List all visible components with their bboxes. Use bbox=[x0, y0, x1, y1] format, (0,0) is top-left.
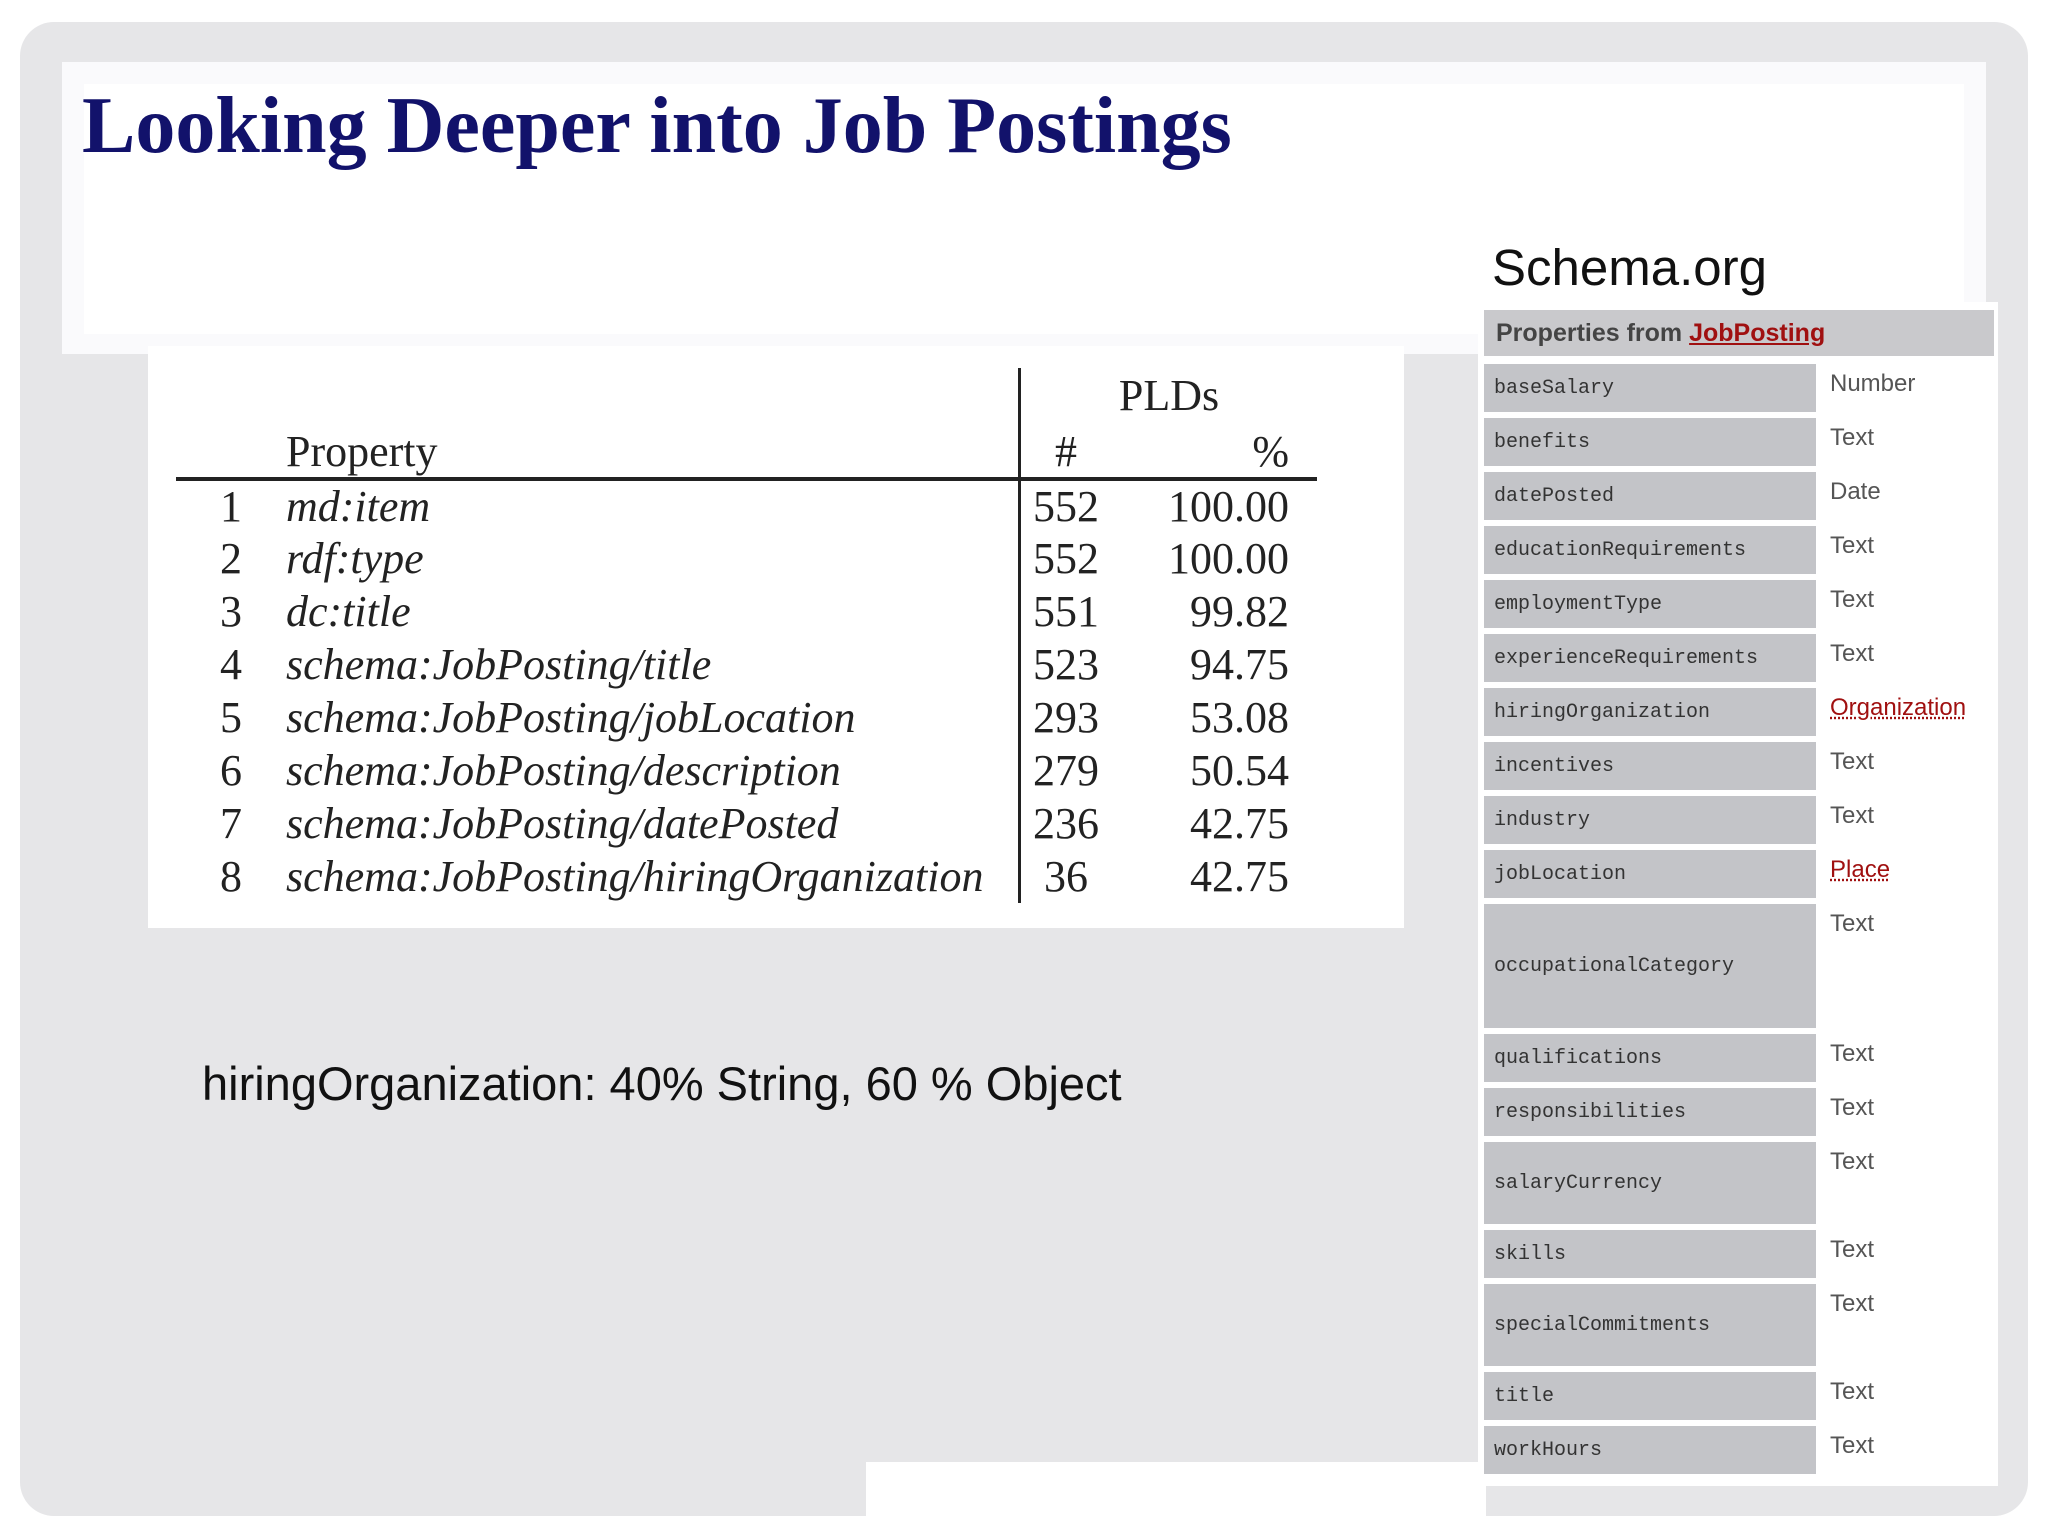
row-count: 551 bbox=[1020, 585, 1112, 638]
schema-property-name: jobLocation bbox=[1484, 850, 1816, 898]
plds-group-header: PLDs bbox=[1020, 368, 1318, 423]
schema-property-type: Text bbox=[1830, 586, 1875, 613]
schema-property-type: Text bbox=[1830, 1040, 1875, 1067]
schema-property-type: Text bbox=[1830, 1432, 1875, 1459]
row-rank: 1 bbox=[220, 482, 242, 531]
row-property: schema:JobPosting/datePosted bbox=[286, 799, 839, 848]
schema-property-row bbox=[1484, 688, 1998, 736]
schema-property-row bbox=[1484, 1372, 1998, 1420]
row-count: 279 bbox=[1020, 744, 1112, 797]
schema-property-type: Text bbox=[1830, 1290, 1875, 1317]
schema-properties-list bbox=[1484, 364, 1998, 1480]
row-percent: 100.00 bbox=[1168, 534, 1289, 583]
schema-property-row bbox=[1484, 850, 1998, 898]
schema-property-name: employmentType bbox=[1484, 580, 1816, 628]
header-spacer bbox=[176, 368, 286, 423]
schema-property-name: skills bbox=[1484, 1230, 1816, 1278]
schema-property-row bbox=[1484, 904, 1998, 1028]
row-percent: 100.00 bbox=[1168, 482, 1289, 531]
row-count: 523 bbox=[1020, 638, 1112, 691]
row-property: schema:JobPosting/description bbox=[286, 746, 841, 795]
schema-property-name: salaryCurrency bbox=[1484, 1142, 1816, 1224]
schema-property-row bbox=[1484, 1230, 1998, 1278]
schema-property-type: Text bbox=[1830, 424, 1875, 451]
pld-table-row bbox=[176, 691, 1317, 744]
schema-property-row bbox=[1484, 1034, 1998, 1082]
schema-property-type: Text bbox=[1830, 1378, 1875, 1405]
schema-property-row bbox=[1484, 1426, 1998, 1474]
header-spacer bbox=[286, 368, 1020, 423]
row-count: 36 bbox=[1020, 850, 1112, 903]
pld-table-row bbox=[176, 532, 1317, 585]
schema-property-name: incentives bbox=[1484, 742, 1816, 790]
bottom-white-block bbox=[866, 1462, 1486, 1536]
percent-column-header: % bbox=[1111, 423, 1317, 479]
row-property: rdf:type bbox=[286, 534, 424, 583]
schema-property-name: industry bbox=[1484, 796, 1816, 844]
row-rank: 8 bbox=[220, 852, 242, 901]
row-count: 552 bbox=[1020, 532, 1112, 585]
row-property: schema:JobPosting/title bbox=[286, 640, 712, 689]
schema-property-name: specialCommitments bbox=[1484, 1284, 1816, 1366]
pld-table-row bbox=[176, 638, 1317, 691]
row-percent: 94.75 bbox=[1190, 640, 1289, 689]
schema-property-type: Text bbox=[1830, 640, 1875, 667]
schema-property-type: Text bbox=[1830, 1236, 1875, 1263]
pld-table bbox=[176, 368, 1317, 903]
row-percent: 99.82 bbox=[1190, 587, 1289, 636]
schema-property-type: Text bbox=[1830, 532, 1875, 559]
schema-properties-header bbox=[1484, 310, 1994, 356]
schema-property-name: experienceRequirements bbox=[1484, 634, 1816, 682]
schema-type-link[interactable]: Place bbox=[1830, 856, 1891, 883]
row-property: md:item bbox=[286, 482, 431, 531]
schema-property-type: Date bbox=[1830, 478, 1881, 505]
schema-property-row bbox=[1484, 1284, 1998, 1366]
schema-property-name: workHours bbox=[1484, 1426, 1816, 1474]
schema-property-row bbox=[1484, 580, 1998, 628]
row-count: 236 bbox=[1020, 797, 1112, 850]
jobposting-link[interactable]: JobPosting bbox=[1689, 319, 1826, 347]
row-rank: 7 bbox=[220, 799, 242, 848]
schema-property-type: Text bbox=[1830, 802, 1875, 829]
row-rank: 3 bbox=[220, 587, 242, 636]
schema-property-type: Text bbox=[1830, 1094, 1875, 1121]
row-count: 552 bbox=[1020, 479, 1112, 532]
row-rank: 6 bbox=[220, 746, 242, 795]
schema-property-row bbox=[1484, 742, 1998, 790]
schema-property-type: Number bbox=[1830, 370, 1916, 397]
schema-property-row bbox=[1484, 1088, 1998, 1136]
slide-title: Looking Deeper into Job Postings bbox=[82, 82, 1232, 170]
row-count: 293 bbox=[1020, 691, 1112, 744]
pld-table-row bbox=[176, 850, 1317, 903]
row-property: schema:JobPosting/jobLocation bbox=[286, 693, 856, 742]
pld-table-image bbox=[148, 346, 1404, 928]
schema-type-link[interactable]: Organization bbox=[1830, 694, 1967, 721]
pld-table-row bbox=[176, 585, 1317, 638]
schema-org-label: Schema.org bbox=[1492, 239, 1767, 296]
pld-table-row bbox=[176, 744, 1317, 797]
hiring-organization-note: hiringOrganization: 40% String, 60 % Object bbox=[202, 1057, 1122, 1110]
schema-property-row bbox=[1484, 418, 1998, 466]
row-percent: 53.08 bbox=[1190, 693, 1289, 742]
schema-property-name: responsibilities bbox=[1484, 1088, 1816, 1136]
schema-property-row bbox=[1484, 1142, 1998, 1224]
row-property: schema:JobPosting/hiringOrganization bbox=[286, 852, 984, 901]
schema-property-type: Text bbox=[1830, 1148, 1875, 1175]
schema-header-prefix: Properties from bbox=[1496, 319, 1690, 347]
property-column-header: Property bbox=[286, 423, 1020, 479]
schema-property-type: Text bbox=[1830, 748, 1875, 775]
pld-table-header-row bbox=[176, 423, 1317, 479]
row-percent: 42.75 bbox=[1190, 852, 1289, 901]
schema-property-row bbox=[1484, 796, 1998, 844]
schema-property-name: occupationalCategory bbox=[1484, 904, 1816, 1028]
row-rank: 5 bbox=[220, 693, 242, 742]
schema-property-name: title bbox=[1484, 1372, 1816, 1420]
schema-property-name: baseSalary bbox=[1484, 364, 1816, 412]
schema-property-name: educationRequirements bbox=[1484, 526, 1816, 574]
schema-property-row bbox=[1484, 634, 1998, 682]
schema-property-name: datePosted bbox=[1484, 472, 1816, 520]
schema-property-row bbox=[1484, 364, 1998, 412]
schema-property-name: benefits bbox=[1484, 418, 1816, 466]
pld-table-row bbox=[176, 797, 1317, 850]
row-property: dc:title bbox=[286, 587, 411, 636]
schema-property-name: qualifications bbox=[1484, 1034, 1816, 1082]
header-spacer bbox=[176, 423, 286, 479]
schema-property-type: Text bbox=[1830, 910, 1875, 937]
schema-property-name: hiringOrganization bbox=[1484, 688, 1816, 736]
pld-table-group-header-row bbox=[176, 368, 1317, 423]
row-rank: 4 bbox=[220, 640, 242, 689]
row-percent: 42.75 bbox=[1190, 799, 1289, 848]
row-rank: 2 bbox=[220, 534, 242, 583]
schema-property-row bbox=[1484, 472, 1998, 520]
pld-table-row bbox=[176, 479, 1317, 532]
count-column-header: # bbox=[1020, 423, 1112, 479]
schema-properties-panel bbox=[1478, 302, 1998, 1486]
row-percent: 50.54 bbox=[1190, 746, 1289, 795]
schema-property-row bbox=[1484, 526, 1998, 574]
